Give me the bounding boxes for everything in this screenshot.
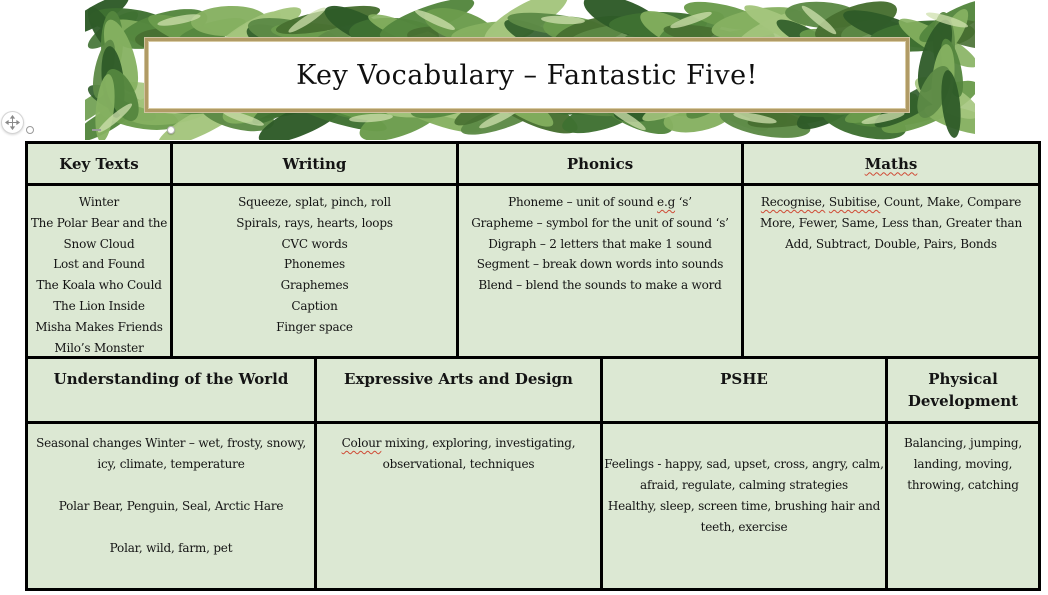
cell-line [28, 517, 314, 538]
cell-line: Recognise, Subitise, Count, Make, Compare [760, 195, 1022, 209]
cell-line: Misha Makes Friends [35, 319, 163, 334]
cell-line: Snow Cloud [63, 236, 135, 251]
header-maths[interactable]: Maths [744, 144, 1038, 186]
cell-line: Caption [291, 298, 338, 313]
cell-line: Finger space [276, 319, 353, 334]
cell-line: More, Fewer, Same, Less than, Greater than [759, 215, 1022, 230]
cell-line: Feelings - happy, sad, upset, cross, angry, calm, [604, 457, 884, 471]
cell-line: CVC words [281, 236, 348, 251]
cell-line: Squeeze, splat, pinch, roll [238, 195, 391, 209]
header-understanding-of-the-world[interactable]: Understanding of the World [28, 359, 317, 424]
resize-handle-dash[interactable] [92, 129, 101, 131]
table-top-section [28, 144, 1038, 359]
cell-line: Digraph – 2 letters that make 1 sound [488, 236, 712, 251]
cell-maths[interactable] [744, 186, 1038, 359]
cell-expressive-arts-and-design[interactable] [317, 424, 603, 588]
cell-line: Segment – break down words into sounds [476, 257, 724, 272]
cell-key-texts[interactable] [28, 186, 173, 359]
header-phonics[interactable]: Phonics [459, 144, 744, 186]
header-writing[interactable]: Writing [173, 144, 459, 186]
cell-line: Colour mixing, exploring, investigating, [341, 436, 576, 450]
cell-line: Phonemes [284, 257, 345, 272]
cell-line [28, 475, 314, 496]
cell-line: Winter [78, 195, 120, 209]
cell-line: Healthy, sleep, screen time, brushing hair and [607, 499, 881, 513]
cell-line: throwing, catching [907, 478, 1019, 492]
cell-line: Milo’s Monster [54, 340, 144, 355]
selection-handle-ring[interactable] [26, 126, 34, 134]
cell-line: Spirals, rays, hearts, loops [236, 215, 393, 230]
cell-line: Blend – blend the sounds to make a word [478, 278, 722, 293]
cell-line: Phoneme – unit of sound e.g ‘s’ [508, 195, 692, 209]
cell-line: Polar Bear, Penguin, Seal, Arctic Hare [58, 499, 284, 513]
header-physical-development[interactable]: Physical Development [888, 359, 1038, 424]
cell-line: observational, techniques [382, 457, 535, 471]
cell-line: The Lion Inside [53, 298, 145, 313]
move-cursor-icon[interactable] [1, 111, 24, 134]
cell-line: Polar, wild, farm, pet [109, 541, 233, 555]
cell-line: Grapheme – symbol for the unit of sound ‘s’ [471, 215, 729, 230]
header-pshe[interactable]: PSHE [603, 359, 888, 424]
cell-line: Seasonal changes Winter – wet, frosty, snowy, [36, 436, 306, 450]
cell-line: Lost and Found [53, 257, 145, 272]
header-key-texts[interactable]: Key Texts [28, 144, 173, 186]
cell-line: landing, moving, [913, 457, 1013, 471]
cell-line [603, 433, 885, 454]
table-bottom-section [28, 359, 1038, 588]
cell-line: teeth, exercise [700, 520, 788, 534]
cell-physical-development[interactable] [888, 424, 1038, 588]
header-expressive-arts-and-design[interactable]: Expressive Arts and Design [317, 359, 603, 424]
cell-line: Graphemes [280, 278, 349, 293]
title-box[interactable] [145, 38, 909, 112]
selection-handle-dot[interactable] [167, 126, 175, 134]
cell-pshe[interactable] [603, 424, 888, 588]
cell-line: Add, Subtract, Double, Pairs, Bonds [785, 236, 997, 251]
cell-phonics[interactable] [459, 186, 744, 359]
cell-line: The Polar Bear and the [30, 215, 168, 230]
vocabulary-table [25, 141, 1041, 591]
cell-line: Balancing, jumping, [903, 436, 1023, 450]
cell-writing[interactable] [173, 186, 459, 359]
page-title: Key Vocabulary – Fantastic Five! [296, 59, 758, 91]
cell-line: afraid, regulate, calming strategies [640, 478, 848, 492]
cell-understanding-of-the-world[interactable] [28, 424, 317, 588]
cell-line: The Koala who Could [36, 278, 162, 293]
cell-line: icy, climate, temperature [97, 457, 245, 471]
